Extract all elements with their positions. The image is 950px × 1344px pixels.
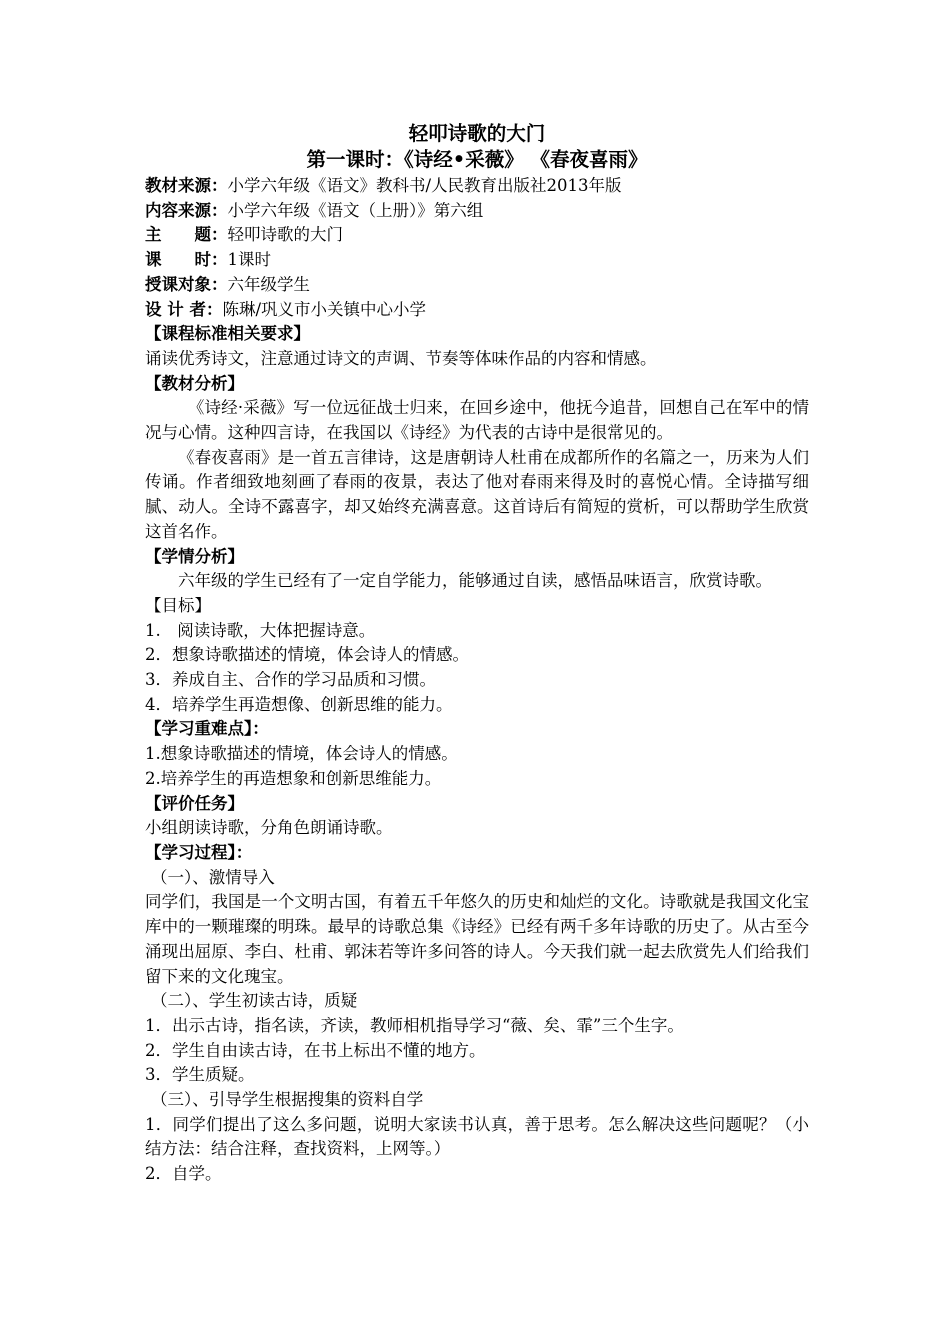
process-step-item: 1．出示古诗，指名读，齐读，教师相机指导学习“薇、矣、霏”三个生字。 [145,1015,684,1035]
meta-value: 小学六年级《语文（上册）》第六组 [227,200,484,220]
meta-label: 教材来源： [145,176,228,195]
process-step-item: 3．学生质疑。 [145,1065,255,1085]
meta-label: 设 计 者： [145,299,223,319]
meta-value: 陈琳/巩义市小关镇中心小学 [222,299,427,319]
section-heading-goals: 【目标】 [145,595,211,615]
document-title: 轻叩诗歌的大门 [408,122,546,145]
meta-row-content [145,199,809,224]
meta-row-source [145,174,809,199]
document-page [145,120,809,1187]
process-step-title: （一）、激情导入 [151,867,275,887]
analysis-paragraph-1: 《诗经·采薇》写一位远征战士归来，在回乡途中，他抚今追昔，回想自己在军中的情况与心情。这种四言诗，在我国以《诗经》为代表的古诗中是很常见的。 [145,398,809,443]
meta-row-hours [145,248,809,273]
process-step-item: 2．学生自由读古诗，在书上标出不懂的地方。 [145,1040,486,1060]
keypoint-item: 2.培养学生的再造想象和创新思维能力。 [145,768,442,788]
meta-row-audience [145,273,809,298]
process-step-item: 1．同学们提出了这么多问题，说明大家读书认真，善于思考。怎么解决这些问题呢？（小结方法：结合注释，查找资料，上网等。） [145,1114,809,1159]
process-step-title: （三）、引导学生根据搜集的资料自学 [151,1090,424,1110]
meta-row-topic [145,223,809,248]
keypoint-item: 1.想象诗歌描述的情境，体会诗人的情感。 [145,744,458,764]
meta-label: 主 题： [145,225,228,245]
section-heading-process: 【学习过程】： [145,842,253,862]
meta-label: 课 时： [145,250,228,270]
process-step-item: 2．自学。 [145,1164,222,1184]
meta-row-designer [145,298,809,323]
meta-label: 内容来源： [145,200,228,220]
process-step-title: （二）、学生初读古诗，质疑 [151,991,358,1011]
meta-block [145,174,809,322]
lesson-subtitle: 第一课时：《诗经•采薇》 《春夜喜雨》 [306,148,648,171]
goal-item: 1. 阅读诗歌，大体把握诗意。 [145,620,376,640]
evaluation-text: 小组朗读诗歌，分角色朗诵诗歌。 [145,818,393,838]
curriculum-text: 诵读优秀诗文，注意通过诗文的声调、节奏等体味作品的内容和情感。 [145,348,657,368]
section-heading-learner: 【学情分析】 [145,546,244,566]
process-step-text: 同学们，我国是一个文明古国，有着五千年悠久的历史和灿烂的文化。诗歌就是我国文化宝库中的一颗璀璨的明珠。最早的诗歌总集《诗经》已经有两千多年诗歌的历史了。从古至今涌现出屈原、李白、杜甫、郭沫若等许多问答的诗人。今天我们就一起去欣赏先人们给我们留下来的文化瑰宝。 [145,892,809,986]
meta-value: 1课时 [227,250,271,270]
meta-value: 六年级学生 [227,274,310,294]
section-heading-curriculum: 【课程标准相关要求】 [145,324,310,344]
meta-value: 轻叩诗歌的大门 [227,225,343,245]
goal-item: 3．养成自主、合作的学习品质和习惯。 [145,670,436,690]
goal-item: 2．想象诗歌描述的情境，体会诗人的情感。 [145,645,469,665]
meta-label: 授课对象： [145,274,228,294]
section-heading-evaluation: 【评价任务】 [145,793,244,813]
analysis-paragraph-2: 《春夜喜雨》是一首五言律诗，这是唐朝诗人杜甫在成都所作的名篇之一，历来为人们传诵。作者细致地刻画了春雨的夜景，表达了他对春雨来得及时的喜悦心情。全诗描写细腻、动人。全诗不露喜字，却又始终充满喜意。这首诗后有简短的赏析，可以帮助学生欣赏这首名作。 [145,447,809,541]
section-heading-keypoints: 【学习重难点】： [145,719,269,739]
learner-text: 六年级的学生已经有了一定自学能力，能够通过自读，感悟品味语言，欣赏诗歌。 [178,571,772,591]
goal-item: 4．培养学生再造想像、创新思维的能力。 [145,694,453,714]
section-heading-analysis: 【教材分析】 [145,373,244,393]
meta-value: 小学六年级《语文》教科书/人民教育出版社2013年版 [227,176,622,195]
